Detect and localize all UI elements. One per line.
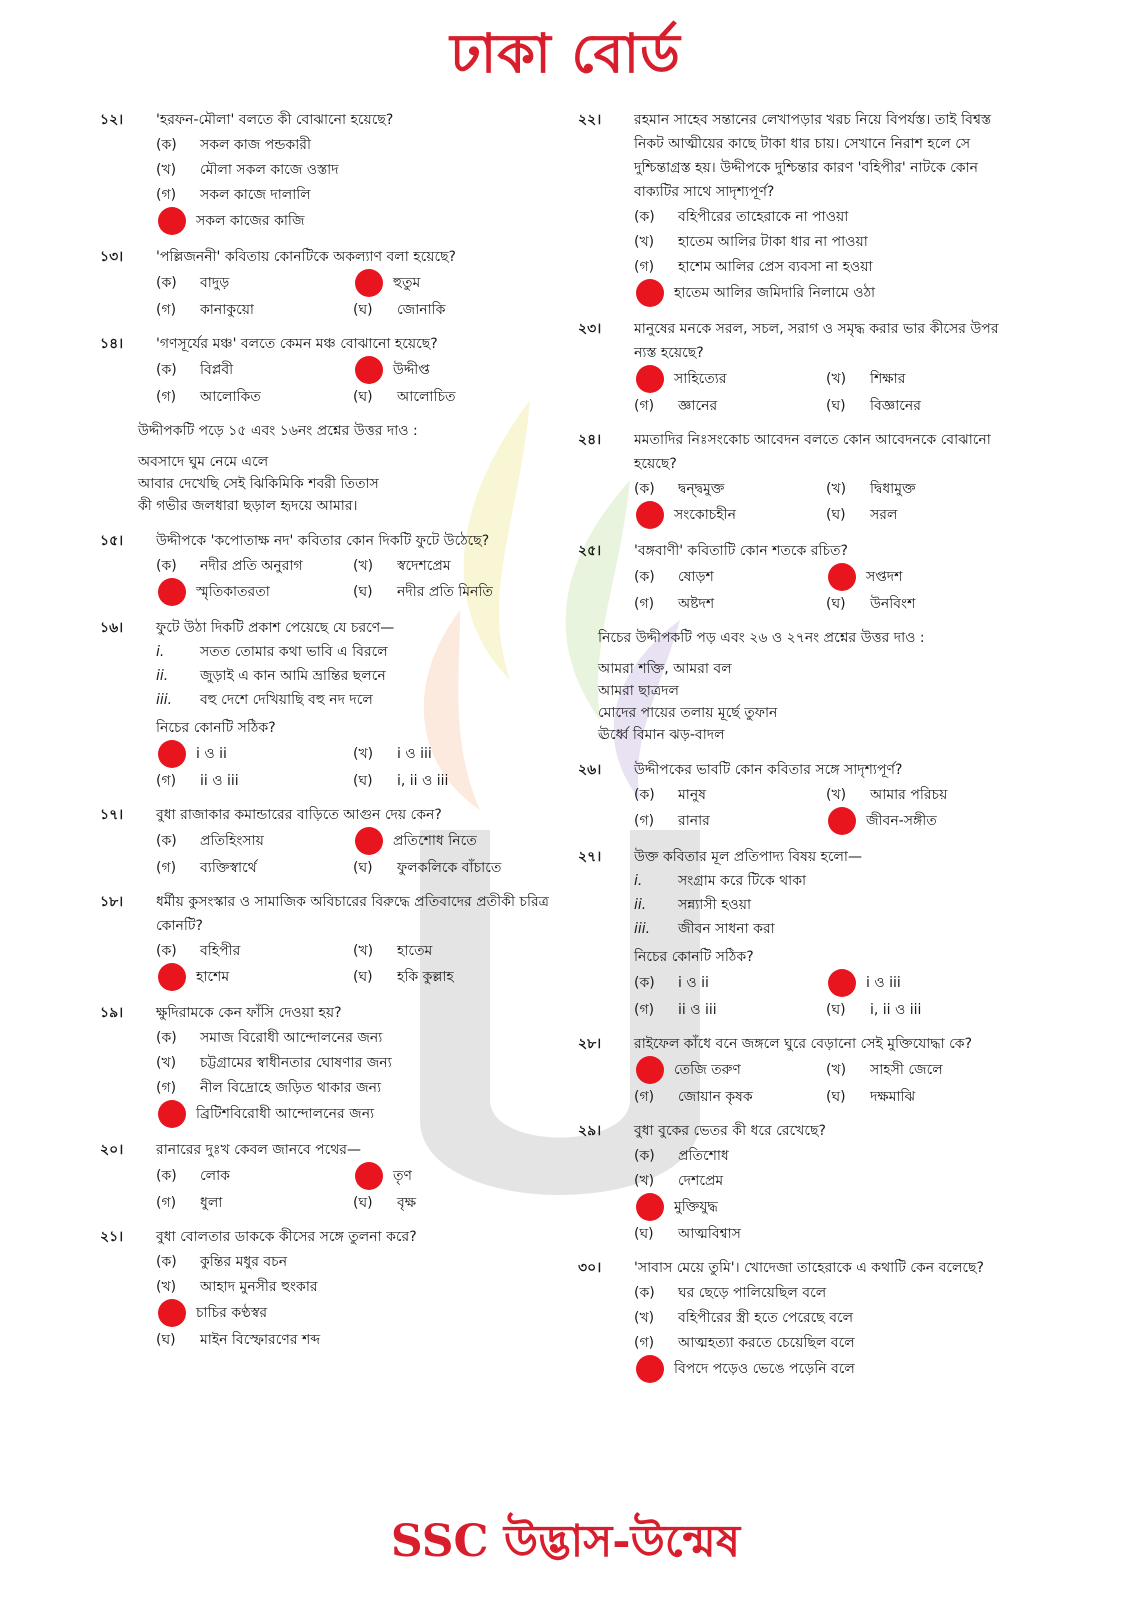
correct-answer-marker [636,501,664,529]
option-ga[interactable]: (গ) ধুলা [156,1194,223,1211]
option-ga[interactable]: (গ) কানাকুয়ো [156,301,254,318]
left-column [100,108,550,1362]
option-kha[interactable]: (খ) শিক্ষার [826,371,906,387]
option-ga[interactable]: (গ) ii ও iii [156,772,239,789]
correct-answer-marker [158,1100,186,1128]
question-13 [100,245,550,322]
question-stem: ধর্মীয় কুসংস্কার ও সামাজিক অবিচারের বিরুদ্ধে প্রতিবাদের প্রতীকী চরিত্র কোনটি? [156,894,549,934]
option-gha[interactable]: (ঘ) জোনাকি [353,301,446,318]
question-18 [100,890,550,991]
option-kha[interactable]: (খ) আমার পরিচয় [826,786,948,803]
statement-i: i. সংগ্রাম করে টিকে থাকা [634,873,807,889]
correct-answer-marker [355,1162,383,1190]
question-21 [100,1225,550,1352]
option-kha-correct[interactable]: উদ্দীপ্ত [353,356,550,384]
option-ka[interactable]: (ক) মানুষ [634,786,706,803]
option-ka[interactable]: (ক) সকল কাজ পন্ডকারী [156,136,311,153]
option-gha[interactable]: (ঘ) বিজ্ঞানের [826,397,921,414]
option-gha[interactable]: (ঘ) নদীর প্রতি মিনতি [353,584,493,600]
correct-answer-marker [355,269,383,297]
question-25 [578,539,1018,616]
option-ga[interactable]: (গ) সকল কাজে দালালি [156,186,311,203]
question-number: ২০। [100,1142,124,1158]
statement-i: i. সতত তোমার কথা ভাবি এ বিরলে [156,644,388,660]
question-30 [578,1256,1018,1383]
correct-answer-marker [828,969,856,997]
option-kha[interactable]: (খ) দ্বিধামুক্ত [826,480,916,497]
option-ga-correct[interactable]: চাচির কণ্ঠস্বর [156,1299,550,1327]
option-kha-correct[interactable]: হুতুম [353,269,550,297]
question-29 [578,1119,1018,1246]
option-ka[interactable]: (ক) ঘর ছেড়ে পালিয়েছিল বলে [634,1284,827,1301]
option-gha[interactable]: (ঘ) উনবিংশ [826,595,916,612]
right-column [578,108,1018,1393]
option-gha-correct[interactable]: সকল কাজের কাজি [156,207,550,235]
option-kha-correct[interactable]: সপ্তদশ [826,563,1018,591]
question-number: ২৭। [578,849,602,865]
option-kha[interactable]: (খ) আহাদ মুনসীর হুংকার [156,1278,318,1295]
question-27 [578,845,1018,1022]
question-20 [100,1138,550,1215]
option-gha-correct[interactable]: হাতেম আলির জমিদারি নিলামে ওঠা [634,279,1018,307]
option-ga[interactable]: (গ) জোয়ান কৃষক [634,1088,753,1105]
question-number: ১২। [100,112,124,128]
question-stem: মমতাদির নিঃসংকোচ আবেদন বলতে কোন আবেদনকে বোঝানো হয়েছে? [634,432,991,472]
option-ga[interactable]: (গ) হাশেম আলির প্রেস ব্যবসা না হওয়া [634,258,873,275]
option-gha[interactable]: (ঘ) দক্ষমাঝি [826,1088,916,1105]
correct-answer-marker [636,1355,664,1383]
option-ga[interactable]: (গ) আত্মহত্যা করতে চেয়েছিল বলে [634,1334,855,1351]
option-gha-correct[interactable]: জীবন-সঙ্গীত [826,807,1018,835]
question-24 [578,428,1018,529]
option-gha[interactable]: (ঘ) আলোচিত [353,388,456,405]
stimulus-instruction: নিচের উদ্দীপকটি পড় এবং ২৬ ও ২৭নং প্রশ্নের উত্তর দাও : [598,630,925,646]
option-kha[interactable]: (খ) i ও iii [353,746,432,762]
option-kha[interactable]: (খ) বহিপীরের স্ত্রী হতে পেরেছে বলে [634,1309,854,1326]
option-gha[interactable]: (ঘ) i, ii ও iii [826,1001,922,1018]
statement-iii: iii. জীবন সাধনা করা [634,921,775,937]
question-number: ১৪। [100,336,124,352]
question-number: ১৫। [100,533,124,549]
option-gha[interactable]: (ঘ) i, ii ও iii [353,772,449,789]
option-ka[interactable]: (ক) ষোড়শ [634,569,714,585]
poem-line: কী গভীর জলধারা ছড়াল হৃদয়ে আমার। [138,498,358,514]
option-kha[interactable]: (খ) স্বদেশপ্রেম [353,557,451,574]
option-kha[interactable]: (খ) হাতেম [353,942,433,959]
poem-line: আমরা শক্তি, আমরা বল [598,661,732,677]
option-ka[interactable]: (ক) নদীর প্রতি অনুরাগ [156,557,303,574]
which-correct-prompt: নিচের কোনটি সঠিক? [634,949,754,965]
question-number: ২৩। [578,321,602,337]
option-gha[interactable]: (ঘ) ফুলকলিকে বাঁচাতে [353,859,502,876]
question-16 [100,616,550,793]
question-stem: বুধা বোলতার ডাককে কীসের সঙ্গে তুলনা করে? [156,1229,417,1245]
question-number: ২৯। [578,1123,602,1139]
question-number: ২৮। [578,1036,602,1052]
option-gha[interactable]: (ঘ) আত্মবিশ্বাস [634,1225,741,1242]
correct-answer-marker [636,365,664,393]
question-22 [578,108,1018,307]
option-kha[interactable]: (খ) সাহসী জেলে [826,1062,943,1078]
correct-answer-marker [636,1193,664,1221]
question-number: ২১। [100,1229,124,1245]
option-ka[interactable]: (ক) দ্বন্দ্বমুক্ত [634,480,725,497]
option-gha[interactable]: (ঘ) বৃক্ষ [353,1194,417,1211]
statement-ii: ii. জুড়াই এ কান আমি ভ্রান্তির ছলনে [156,668,386,684]
question-stem: বুধা বুকের ভেতর কী ধরে রেখেছে? [634,1123,826,1139]
question-stem: 'পল্লিজননী' কবিতায় কোনটিকে অকল্যাণ বলা হয়েছে? [156,249,456,265]
correct-answer-marker [828,807,856,835]
which-correct-prompt: নিচের কোনটি সঠিক? [156,720,276,736]
option-ka-correct[interactable]: সাহিত্যের [634,365,826,393]
question-stem: ক্ষুদিরামকে কেন ফাঁসি দেওয়া হয়? [156,1005,342,1021]
question-number: ২২। [578,112,602,128]
option-kha[interactable]: (খ) দেশপ্রেম [634,1172,724,1189]
option-gha[interactable]: (ঘ) হকি কুল্লাহ [353,969,454,985]
correct-answer-marker [636,279,664,307]
option-kha-correct[interactable]: তৃণ [353,1162,550,1190]
option-ka[interactable]: (ক) বহিপীরের তাহেরাকে না পাওয়া [634,208,849,225]
option-ga[interactable]: (গ) জ্ঞানের [634,397,718,414]
option-ka-correct[interactable]: i ও ii [156,740,353,768]
option-ka[interactable]: (ক) i ও ii [634,975,709,991]
question-stem: রহমান সাহেব সন্তানের লেখাপড়ার খরচ নিয়ে বিপর্যস্ত। তাই বিশ্বস্ত নিকট আত্মীয়ের কাছে টাকা ধার চায়। সেখানে নিরাশ হলে সে দুশ্চিন্তাগ্রস্ত হয়। উদ্দীপকে দুশ্চিন্তার কারণ 'বহিপীর' নাটকে কোন বাক্যটির সাথে সাদৃশ্যপূর্ণ? [634,112,992,200]
stimulus-poem [598,658,1018,746]
statement-iii: iii. বহু দেশে দেখিয়াছি বহু নদ দলে [156,692,373,708]
stimulus-poem [138,451,550,517]
option-ka[interactable]: (ক) সমাজ বিরোধী আন্দোলনের জন্য [156,1029,383,1046]
question-23 [578,317,1018,418]
question-stem: ফুটে উঠা দিকটি প্রকাশ পেয়েছে যে চরণে— [156,620,395,636]
option-ga[interactable]: (গ) নীল বিদ্রোহে জড়িত থাকার জন্য [156,1079,382,1096]
poem-line: অবসাদে ঘুম নেমে এলে [138,454,269,470]
option-ka[interactable]: (ক) কুন্তির মধুর বচন [156,1253,288,1270]
question-stem: 'সাবাস মেয়ে তুমি'। খোদেজা তাহেরাকে এ কথাটি কেন বলেছে? [634,1260,984,1276]
statement-ii: ii. সন্ন্যাসী হওয়া [634,897,752,913]
question-number: ২৪। [578,432,602,448]
option-ka[interactable]: (ক) বাদুড় [156,275,230,291]
question-stem: রানারের দুঃখ কেবল জানবে পথের— [156,1142,361,1158]
poem-line: আবার দেখেছি সেই ঝিকিমিকি শবরী তিতাস [138,476,379,492]
option-ga[interactable]: (গ) আলোকিত [156,388,261,405]
correct-answer-marker [158,740,186,768]
option-ga-correct[interactable]: মুক্তিযুদ্ধ [634,1193,1018,1221]
option-kha[interactable]: (খ) চট্টগ্রামের স্বাধীনতার ঘোষণার জন্য [156,1054,392,1071]
question-19 [100,1001,550,1128]
question-stem: 'হরফন-মৌলা' বলতে কী বোঝানো হয়েছে? [156,112,394,128]
poem-line: ঊর্ধ্বে বিমান ঝড়-বাদল [598,727,725,743]
correct-answer-marker [158,578,186,606]
option-ka[interactable]: (ক) বহিপীর [156,942,241,959]
option-kha[interactable]: (খ) হাতেম আলির টাকা ধার না পাওয়া [634,233,868,250]
option-gha-correct[interactable]: বিপদে পড়েও ভেঙে পড়েনি বলে [634,1355,1018,1383]
option-ga-correct[interactable]: হাশেম [156,963,353,991]
correct-answer-marker [355,827,383,855]
question-15 [100,529,550,606]
correct-answer-marker [355,356,383,384]
page-title: ঢাকা বোর্ড [450,21,681,85]
stimulus-instruction: উদ্দীপকটি পড়ে ১৫ এবং ১৬নং প্রশ্নের উত্তর দাও : [138,423,418,439]
option-ka[interactable]: (ক) প্রতিহিংসায় [156,833,264,849]
question-12 [100,108,550,235]
question-stem: উদ্দীপকে 'কপোতাক্ষ নদ' কবিতার কোন দিকটি ফুটে উঠেছে? [156,533,490,549]
question-stem: 'গণসূর্যের মঞ্চ' বলতে কেমন মঞ্চ বোঝানো হয়েছে? [156,336,438,352]
question-number: ১৮। [100,894,124,910]
question-28 [578,1032,1018,1109]
question-number: ১৩। [100,249,124,265]
question-number: ১৬। [100,620,124,636]
correct-answer-marker [158,207,186,235]
footer-brand-title: SSC উদ্ভাস-উন্মেষ [390,1516,741,1567]
option-gha[interactable]: (ঘ) মাইন বিস্ফোরণের শব্দ [156,1331,321,1348]
option-kha-correct[interactable]: i ও iii [826,969,1018,997]
option-kha[interactable]: (খ) মৌলা সকল কাজে ওস্তাদ [156,161,339,178]
option-ga[interactable]: (গ) অষ্টদশ [634,595,715,612]
question-number: ২৬। [578,762,602,778]
question-number: ২৫। [578,543,602,559]
option-gha[interactable]: (ঘ) সরল [826,507,898,523]
question-17 [100,803,550,880]
question-14 [100,332,550,409]
option-ga-correct[interactable]: সংকোচহীন [634,501,826,529]
question-stem: মানুষের মনকে সরল, সচল, সরাগ ও সমৃদ্ধ করার ভার কীসের উপর ন্যস্ত হয়েছে? [634,321,999,361]
poem-line: মোদের পায়ের তলায় মূর্ছে তুফান [598,705,778,721]
option-kha-correct[interactable]: প্রতিশোধ নিতে [353,827,550,855]
option-ga[interactable]: (গ) রানার [634,813,710,829]
option-ka[interactable]: (ক) বিপ্লবী [156,362,234,378]
question-number: ১৭। [100,807,124,823]
option-ka[interactable]: (ক) প্রতিশোধ [634,1147,729,1164]
correct-answer-marker [158,963,186,991]
correct-answer-marker [636,1056,664,1084]
option-ka-correct[interactable]: তেজি তরুণ [634,1056,826,1084]
question-stem: উদ্দীপকের ভাবটি কোন কবিতার সঙ্গে সাদৃশ্যপূর্ণ? [634,762,903,778]
question-stem: বুধা রাজাকার কমান্ডারের বাড়িতে আগুন দেয় কেন? [156,807,442,823]
option-ga-correct[interactable]: স্মৃতিকাতরতা [156,578,353,606]
option-gha-correct[interactable]: ব্রিটিশবিরোধী আন্দোলনের জন্য [156,1100,550,1128]
correct-answer-marker [158,1299,186,1327]
question-26 [578,758,1018,835]
question-stem: 'বঙ্গবাণী' কবিতাটি কোন শতকে রচিত? [634,543,848,559]
question-stem: রাইফেল কাঁধে বনে জঙ্গলে ঘুরে বেড়ানো সেই মুক্তিযোদ্ধা কে? [634,1036,973,1052]
question-number: ১৯। [100,1005,124,1021]
poem-line: আমরা ছাত্রদল [598,683,679,699]
question-number: ৩০। [578,1260,602,1276]
option-ga[interactable]: (গ) ii ও iii [634,1001,717,1018]
option-ga[interactable]: (গ) ব্যক্তিস্বার্থে [156,859,257,876]
correct-answer-marker [828,563,856,591]
option-ka[interactable]: (ক) লোক [156,1168,230,1184]
question-stem: উক্ত কবিতার মূল প্রতিপাদ্য বিষয় হলো— [634,849,862,865]
